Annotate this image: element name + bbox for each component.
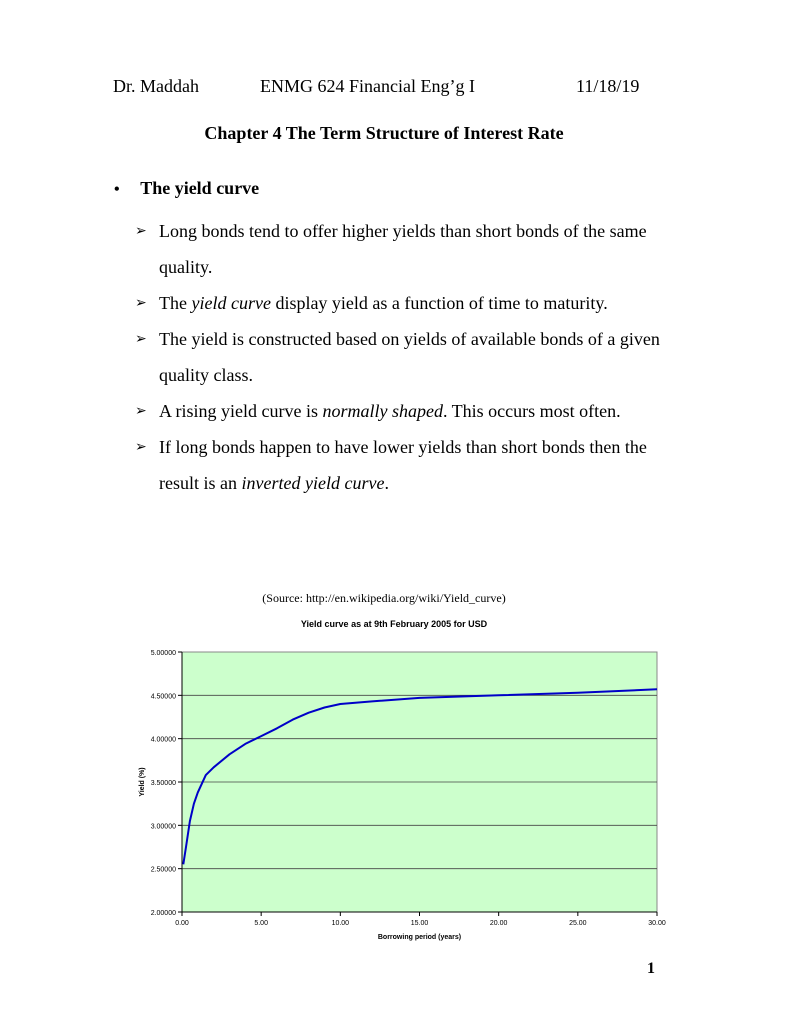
x-tick-label: 5.00 (254, 920, 268, 927)
yield-curve-chart (120, 640, 666, 950)
bullet-point (135, 321, 675, 393)
chapter-title: Chapter 4 The Term Structure of Interest Rate (204, 123, 564, 143)
x-axis-label: Borrowing period (years) (377, 934, 462, 941)
x-tick-label: 15.00 (410, 920, 429, 927)
bullet-point-text (159, 321, 675, 393)
header-course: ENMG 624 Financial Eng’g I (260, 76, 475, 96)
section-heading (114, 178, 259, 199)
header-author: Dr. Maddah (113, 76, 199, 96)
y-axis-label: Yield (%) (139, 767, 146, 797)
source-note: (Source: http://en.wikipedia.org/wiki/Yield_curve) (262, 591, 506, 605)
bullet-point-text (159, 393, 675, 429)
text-segment: A rising yield curve is (159, 401, 323, 421)
bullet-icon: • (114, 181, 120, 198)
arrow-bullet-icon: ➢ (135, 331, 147, 347)
x-tick-label: 25.00 (569, 920, 587, 927)
emphasis-text: inverted yield curve (241, 473, 385, 493)
x-tick-label: 0.00 (175, 920, 189, 927)
text-segment: Long bonds tend to offer higher yields than short bonds of the same quality. (159, 221, 647, 277)
bullet-point-text (159, 429, 675, 501)
y-tick-label: 2.00000 (150, 910, 176, 917)
bullet-point (135, 285, 675, 321)
y-tick-label: 3.50000 (150, 780, 176, 787)
bullet-point (135, 213, 675, 285)
text-segment: If long bonds happen to have lower yields than short bonds then the result is an (159, 437, 647, 493)
text-segment: . This occurs most often. (442, 401, 621, 421)
page-number: 1 (647, 960, 655, 977)
emphasis-text: normally shaped (322, 401, 443, 421)
arrow-bullet-icon: ➢ (135, 295, 147, 311)
header-date: 11/18/19 (576, 76, 640, 96)
y-tick-label: 3.00000 (150, 823, 176, 831)
arrow-bullet-icon: ➢ (135, 439, 147, 455)
bullet-point (135, 393, 675, 429)
arrow-bullet-icon: ➢ (135, 223, 147, 239)
x-tick-label: 10.00 (331, 920, 350, 927)
text-segment: display yield as a function of time to maturity. (270, 293, 608, 313)
y-tick-label: 5.00000 (150, 650, 176, 657)
emphasis-text: yield curve (191, 293, 271, 313)
bullet-points (135, 213, 675, 501)
bullet-point-text (159, 285, 675, 321)
section-heading-text: The yield curve (140, 178, 260, 198)
text-segment: The (159, 293, 192, 313)
text-segment: The yield is constructed based on yields of available bonds of a given quality class. (159, 329, 660, 385)
bullet-point (135, 429, 675, 501)
text-segment: . (384, 473, 389, 493)
arrow-bullet-icon: ➢ (135, 403, 147, 419)
y-tick-label: 2.50000 (150, 866, 176, 874)
chart-title: Yield curve as at 9th February 2005 for USD (300, 619, 488, 629)
x-tick-label: 30.00 (648, 920, 666, 927)
x-tick-label: 20.00 (489, 920, 508, 927)
y-tick-label: 4.00000 (150, 736, 176, 744)
bullet-point-text (159, 213, 675, 285)
y-tick-label: 4.50000 (150, 693, 176, 701)
